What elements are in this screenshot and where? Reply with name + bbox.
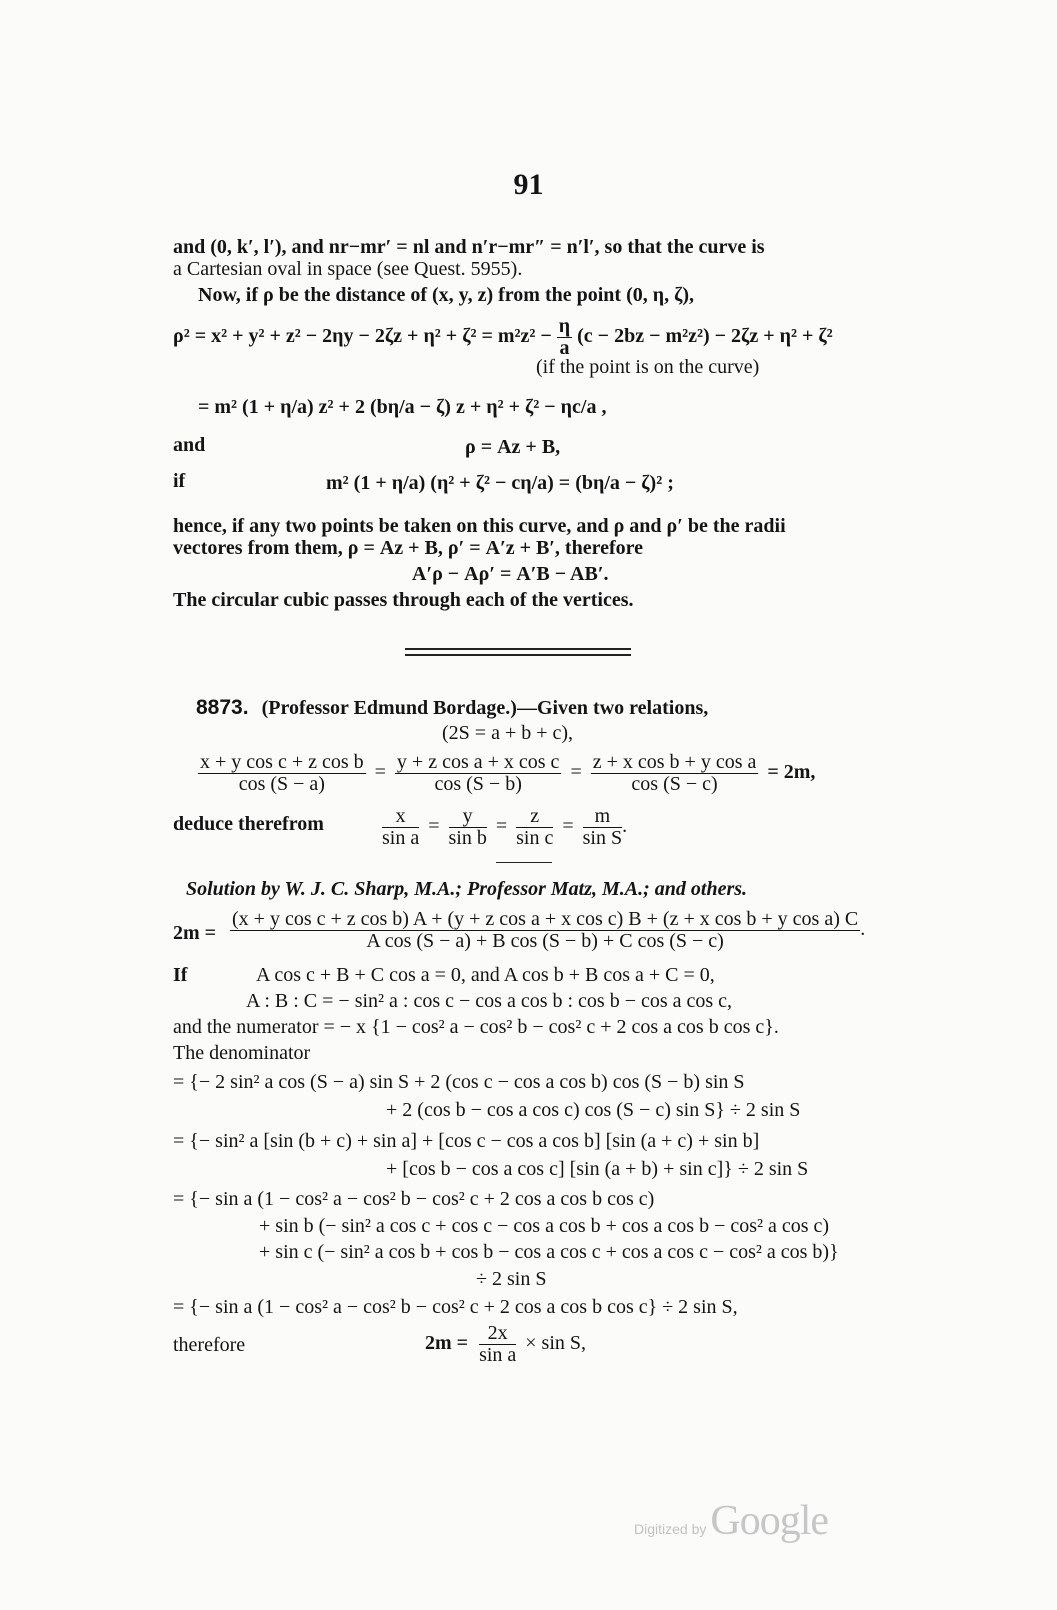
fraction bbox=[557, 316, 572, 359]
equals-sign: = bbox=[570, 761, 582, 784]
separator-rule bbox=[405, 654, 631, 656]
text-line: and (0, k′, l′), and nr−mr′ = nl and n′r−mr″ = n′l′, so that the curve is bbox=[173, 236, 765, 258]
fraction bbox=[449, 806, 487, 849]
page-number: 91 bbox=[513, 168, 544, 201]
equation-line: and the numerator = − x {1 − cos² a − cos² b − cos² c + 2 cos a cos b cos c}. bbox=[173, 1016, 779, 1038]
question-relation bbox=[198, 752, 815, 795]
equation-line: + [cos b − cos a cos c] [sin (a + b) + sin c]} ÷ 2 sin S bbox=[386, 1158, 809, 1180]
equals-sign: = bbox=[562, 815, 574, 838]
denominator: sin b bbox=[448, 827, 487, 849]
equation-line: ÷ 2 sin S bbox=[476, 1268, 547, 1290]
denominator: cos (S − a) bbox=[238, 773, 325, 795]
numerator: η bbox=[558, 315, 571, 337]
denominator: sin c bbox=[516, 827, 554, 849]
numerator: 2x bbox=[479, 1323, 516, 1345]
denominator: cos (S − b) bbox=[434, 773, 522, 795]
equals-sign: = bbox=[428, 815, 440, 838]
denominator: a bbox=[559, 337, 570, 359]
equation-line: m² (1 + η/a) (η² + ζ² − cη/a) = (bη/a − ζ)² ; bbox=[326, 472, 674, 494]
equation-part: = 2m, bbox=[767, 761, 816, 784]
fraction bbox=[230, 909, 860, 952]
equation-part: (c − 2bz − m²z²) − 2ζz + η² + ζ² bbox=[577, 325, 833, 348]
numerator: z bbox=[516, 806, 553, 828]
google-logo: Google bbox=[710, 1498, 829, 1544]
fraction bbox=[591, 752, 759, 795]
denominator: sin a bbox=[479, 1344, 517, 1366]
equation-part: × sin S, bbox=[525, 1332, 587, 1355]
label-deduce: deduce therefrom bbox=[173, 813, 324, 835]
question-number: 8873. bbox=[196, 696, 249, 719]
separator-rule bbox=[496, 862, 552, 863]
solution-fraction: (x + y cos c + z cos b) A + (y + z cos a + x cos c) B + (z + x cos b + y cos a) C A cos (S − a) + B cos (S − b) + C cos (S − c) . bbox=[232, 908, 866, 952]
numerator: y bbox=[449, 806, 487, 828]
equation-line: = {− sin a (1 − cos² a − cos² b − cos² c + 2 cos a cos b cos c) bbox=[173, 1188, 655, 1210]
equation-lhs: 2m = bbox=[173, 922, 217, 944]
equals-sign: = bbox=[495, 815, 508, 838]
fraction bbox=[516, 806, 553, 849]
denominator: A cos (S − a) + B cos (S − b) + C cos (S − c) bbox=[366, 930, 724, 952]
equation-part: ρ² = x² + y² + z² − 2ηy − 2ζz + η² + ζ² = m²z² − bbox=[173, 325, 552, 348]
equation-line: = {− sin² a [sin (b + c) + sin a] + [cos c − cos a cos b] [sin (a + c) + sin b] bbox=[173, 1130, 760, 1152]
denominator: sin a bbox=[382, 827, 420, 849]
solution-heading: Solution by W. J. C. Sharp, M.A.; Professor Matz, M.A.; and others. bbox=[186, 878, 748, 900]
equation-line: A : B : C = − sin² a : cos c − cos a cos b : cos b − cos a cos c, bbox=[246, 990, 733, 1012]
numerator: x + y cos c + z cos b bbox=[200, 751, 364, 773]
text-line: vectores from them, ρ = Az + B, ρ′ = A′z + B′, therefore bbox=[173, 537, 644, 559]
equation-line: A′ρ − Aρ′ = A′B − AB′. bbox=[412, 563, 609, 585]
equation-line: A cos c + B + C cos a = 0, and A cos b + B cos a + C = 0, bbox=[256, 964, 715, 986]
equals-sign: = bbox=[374, 761, 386, 784]
digitized-label: Digitized by bbox=[634, 1521, 707, 1537]
fraction bbox=[382, 806, 419, 849]
label-therefore: therefore bbox=[173, 1334, 246, 1356]
numerator: x bbox=[382, 806, 419, 828]
digitized-watermark bbox=[634, 1497, 828, 1545]
separator-rule bbox=[405, 648, 631, 650]
final-equation bbox=[425, 1323, 586, 1366]
equation-line: + sin b (− sin² a cos c + cos c − cos a cos b + cos a cos b − cos² a cos c) bbox=[259, 1215, 830, 1237]
denominator: sin S bbox=[582, 827, 623, 849]
label-and: and bbox=[173, 434, 206, 456]
numerator: m bbox=[583, 806, 622, 828]
fraction bbox=[479, 1323, 516, 1366]
text-line: Now, if ρ be the distance of (x, y, z) from the point (0, η, ζ), bbox=[198, 284, 695, 306]
equation-line: = {− sin a (1 − cos² a − cos² b − cos² c + 2 cos a cos b cos c} ÷ 2 sin S, bbox=[173, 1296, 738, 1318]
equation-line: + 2 (cos b − cos a cos c) cos (S − c) sin S} ÷ 2 sin S bbox=[386, 1099, 801, 1121]
fraction bbox=[198, 752, 366, 795]
text-line: The denominator bbox=[173, 1042, 311, 1064]
label-if: If bbox=[173, 964, 188, 986]
numerator: z + x cos b + y cos a bbox=[592, 751, 757, 773]
equation-line: ρ = Az + B, bbox=[465, 436, 561, 458]
question-header bbox=[196, 697, 708, 719]
equation-line: (2S = a + b + c), bbox=[442, 722, 574, 744]
equation-rho-squared bbox=[173, 316, 833, 359]
numerator: y + z cos a + x cos c bbox=[396, 751, 560, 773]
text-line: The circular cubic passes through each of the vertices. bbox=[173, 589, 634, 611]
question-text: (Professor Edmund Bordage.)—Given two relations, bbox=[261, 697, 709, 719]
numerator: (x + y cos c + z cos b) A + (y + z cos a + x cos c) B + (z + x cos b + y cos a) C bbox=[232, 908, 859, 930]
text-line: a Cartesian oval in space (see Quest. 5955). bbox=[173, 258, 523, 280]
fraction bbox=[583, 806, 622, 849]
text-line: hence, if any two points be taken on this curve, and ρ and ρ′ be the radii bbox=[173, 515, 786, 537]
fraction bbox=[395, 752, 562, 795]
equation-line: = m² (1 + η/a) z² + 2 (bη/a − ζ) z + η² + ζ² − ηc/a , bbox=[198, 396, 607, 418]
text-line: (if the point is on the curve) bbox=[536, 356, 760, 378]
equation-line: + sin c (− sin² a cos b + cos b − cos a cos c + cos a cos c − cos² a cos b)} bbox=[259, 1241, 839, 1263]
label-if: if bbox=[173, 470, 186, 492]
denominator: cos (S − c) bbox=[631, 773, 718, 795]
equation-line: = {− 2 sin² a cos (S − a) sin S + 2 (cos c − cos a cos b) cos (S − b) sin S bbox=[173, 1071, 745, 1093]
deduction: $\frac{x}{\text{sin a}}$ = $\frac{y}{\text{sin b}}$ = $\frac{z}{\text{sin c}}$ = $\frac{m}{\text{sin S}}$ . bbox=[382, 805, 628, 849]
equation-lhs: 2m = bbox=[425, 1332, 469, 1355]
